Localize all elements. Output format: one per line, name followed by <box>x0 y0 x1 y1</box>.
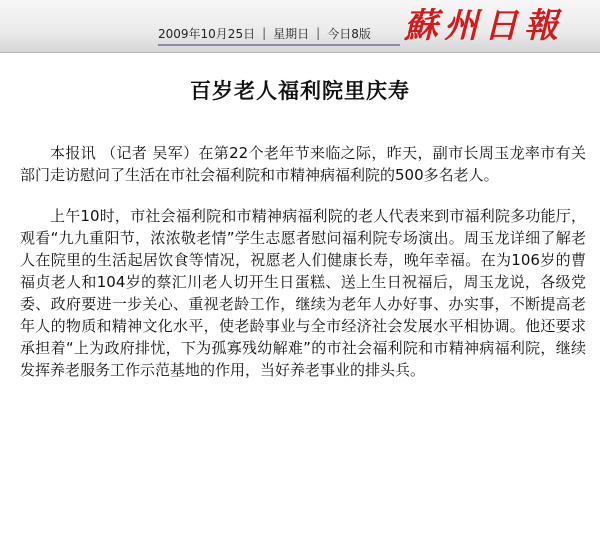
header-divider <box>158 44 400 46</box>
article-paragraph: 上午10时，市社会福利院和市精神病福利院的老人代表来到市福利院多功能厅，观看“九九重阳节，浓浓敬老情”学生志愿者慰问福利院专场演出。周玉龙详细了解老人在院里的生活起居饮食等情况，祝愿老人们健康长寿，晚年幸福。在为106岁的曹福贞老人和104岁的蔡汇川老人切开生日蛋糕、送上生日祝福后，周玉龙说，各级党委、政府要进一步关心、重视老龄工作，继续为老年人办好事、办实事，不断提高老年人的物质和精神文化水平，使老龄事业与全市经济社会发展水平相协调。他还要求承担着“上为政府排忧，下为孤寡残幼解难”的市社会福利院和市精神病福利院，继续发挥养老服务工作示范基地的作用，当好养老事业的排头兵。 <box>20 207 586 379</box>
newspaper-header <box>0 0 600 53</box>
issue-weekday: 星期日 <box>273 26 310 41</box>
separator: | <box>262 26 267 40</box>
issue-date: 2009年10月25日 <box>158 26 256 41</box>
separator: | <box>316 26 321 40</box>
article-paragraph: 本报讯 （记者 吴军）在第22个老年节来临之际，昨天，副市长周玉龙率市有关部门走访慰问了生活在市社会福利院和市精神病福利院的500多名老人。 <box>20 144 586 184</box>
article-body <box>20 142 586 400</box>
article-title: 百岁老人福利院里庆寿 <box>190 79 410 104</box>
edition-link[interactable]: 今日8版 <box>327 26 371 41</box>
issue-info <box>158 24 371 42</box>
newspaper-logo: 蘇州日報 <box>404 6 564 46</box>
